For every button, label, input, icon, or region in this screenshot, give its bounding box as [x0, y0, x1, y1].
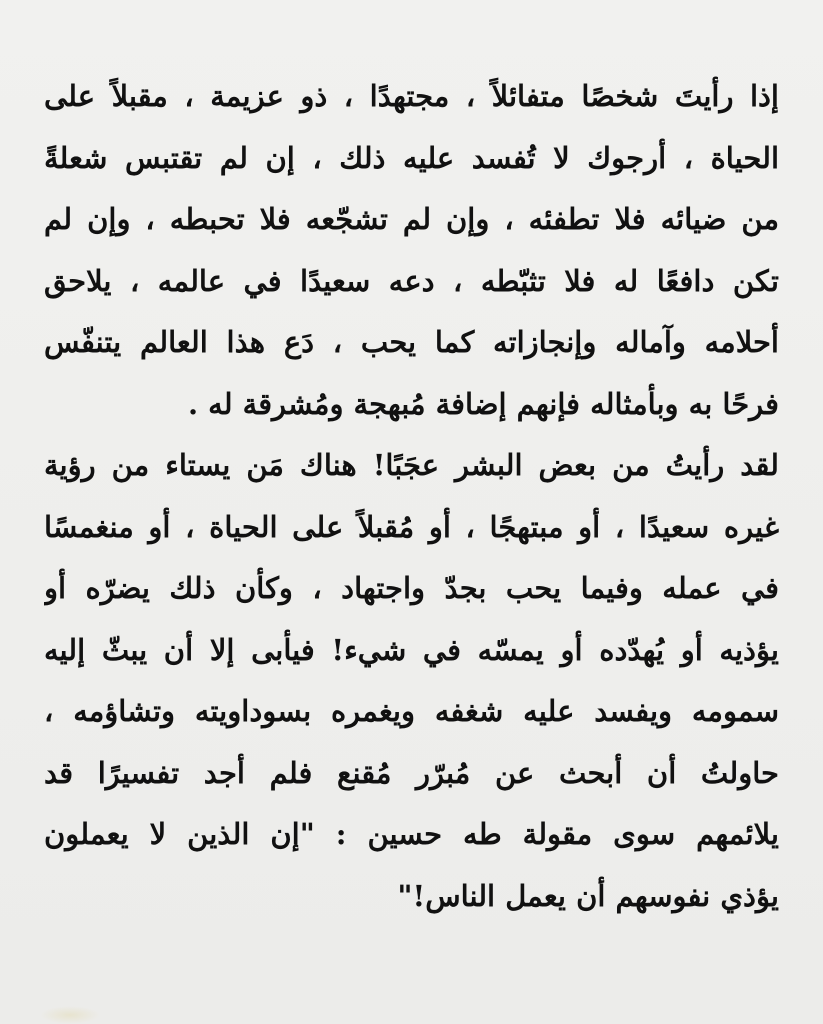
text-line-1: إذا رأيتَ شخصًا متفائلاً ، مجتهدًا ، ذو عزيمة ، مقبلاً على: [44, 79, 779, 113]
text-line-14: يؤذي نفوسهم أن يعمل الناس!": [397, 878, 779, 913]
text-line-2: الحياة ، أرجوك لا تُفسد عليه ذلك ، إن لم تقتبس شعلةً: [44, 140, 779, 175]
text-line-13: يلائمهم سوى مقولة طه حسين : "إن الذين لا يعملون: [44, 817, 779, 851]
text-block: [44, 66, 779, 927]
text-line-11: سمومه ويفسد عليه شغفه ويغمره بسوداويته وتشاؤمه ،: [44, 694, 779, 728]
text-line-7: لقد رأيتُ من بعض البشر عجَبًا! هناك مَن يستاء من رؤية: [44, 448, 779, 482]
text-line-3: من ضيائه فلا تطفئه ، وإن لم تشجّعه فلا تحبطه ، وإن لم: [44, 202, 779, 236]
text-line-10: يؤذيه أو يُهدّده أو يمسّه في شيء! فيأبى إلا أن يبثّ إليه: [44, 632, 779, 667]
text-line-9: في عمله وفيما يحب بجدّ واجتهاد ، وكأن ذلك يضرّه أو: [44, 571, 779, 605]
text-line-4: تكن دافعًا له فلا تثبّطه ، دعه سعيدًا في عالمه ، يلاحق: [44, 263, 779, 298]
text-line-5: أحلامه وآماله وإنجازاته كما يحب ، دَع هذا العالم يتنفّس: [44, 325, 779, 359]
paper-smudge: [40, 1006, 100, 1024]
text-line-6: فرحًا به وبأمثاله فإنهم إضافة مُبهجة ومُشرقة له .: [187, 386, 779, 421]
text-line-8: غيره سعيدًا ، أو مبتهجًا ، أو مُقبلاً على الحياة ، أو منغمسًا: [44, 509, 779, 544]
text-line-12: حاولتُ أن أبحث عن مُبرّر مُقنع فلم أجد تفسيرًا قد: [44, 755, 779, 790]
